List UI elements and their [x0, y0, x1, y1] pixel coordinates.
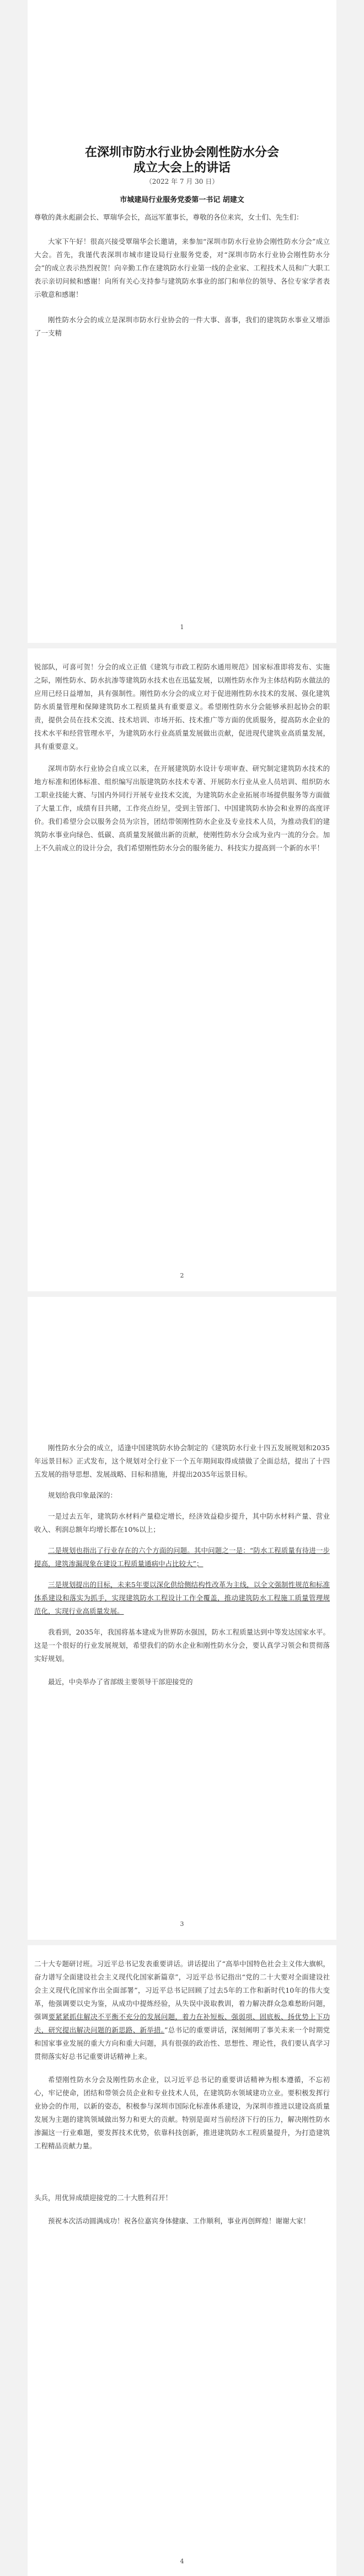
speech-date: （2022 年 7 月 30 日） — [145, 178, 219, 185]
document-page-2 — [28, 648, 336, 1291]
paragraph-congrats: 锐部队，可喜可贺！分会的成立正值《建筑与市政工程防水通用规范》国家标准即将发布、实施之际，刚性防水、防水抗渗等建筑防水技术也在迅猛发展，以刚性防水作为主体结构防水做法的应用已经日益增加，具有强制性。刚性防水分会的成立对于促进刚性防水技术的发展、强化建筑防水质量管理和保障建筑防水工程质量具有重要意义。希望刚性防水分会能够承担起协会的职责，提供会员在技术交流、技术培训、市场开拓、技术推广等方面的优质服务，提高防水企业的技术水平和经营管理水平，为建筑防水行业高质量发展做出贡献，促进现代建筑业高质量发展，具有重要意义。 — [34, 663, 330, 751]
document-page-4 — [28, 1945, 336, 2576]
paragraph-association-work: 深圳市防水行业协会自成立以来，在开展建筑防水设计专项审查、研究制定建筑防水技术的地方标准和团体标准、组织编写出版建筑防水技术专著、开展防水行业从业人员培训、组织防水工职业技能大赛、与国内外同行开展专业技术交流，为建筑防水企业拓展市场提供服务等方面做了大量工作，成绩有目共睹，工作亮点纷呈，受到主管部门、中国建筑防水协会和业界的高度评价。我们希望分会以服务会员为宗旨，团结带领刚性防水企业及专业技术人员，为推动我们的建筑防水事业向绿色、低碳、高质量发展做出新的贡献，使刚性防水分会成为业内一流的分会。加上不久前成立的设计分会，我们希望刚性防水分会的服务能力、科技实力提高到一个新的水平！ — [34, 764, 330, 852]
paragraph-blessing: 预祝本次活动圆满成功！祝各位嘉宾身体健康、工作顺利，事业再创辉煌！谢谢大家！ — [48, 2217, 311, 2225]
page-number-1: 1 — [180, 624, 184, 631]
paragraph-speech-summary — [34, 1957, 330, 2063]
paragraph-plan-impression: 规划给我印象最深的： — [48, 1491, 117, 1499]
title-line-2: 成立大会上的讲话 — [133, 161, 231, 175]
title-line-1: 在深圳市防水行业协会刚性防水分会 — [84, 145, 279, 159]
paragraph-greeting: 大家下午好！很高兴接受覃瑞华会长邀请，来参加“深圳市防水行业协会刚性防水分会”成立大会。首先，我谨代表深圳市城市建设局行业服务党委，对“深圳市防水行业协会刚性防水分会”的成立表示热烈祝贺！向辛勤工作在建筑防水行业第一线的企业家、工程技术人员和广大职工表示亲切问候和感谢！向所有关心支持参与建筑防水事业的部门和单位的领导、各位专家学者表示敬意和感谢！ — [34, 237, 330, 299]
summary-text-b: ”总书记的重要讲话，深刻阐明了事关未来一个时期党和国家事业发展的重大方向和重大问题，具有很强的政治性、思想性、理论性，我们要认真学习贯彻落实好总书记重要讲话精神上来。 — [34, 2026, 330, 2061]
document-page-1 — [28, 0, 336, 643]
paragraph-plan-point-1: 一是过去五年，建筑防水材料产量稳定增长，经济效益稳步提升，其中防水材料产量、营业收入、利润总额年均增长都在10%以上； — [34, 1512, 330, 1534]
summary-text-a: 二十大专题研讨班。习近平总书记发表重要讲话。讲话提出了“高举中国特色社会主义伟大旗帜，奋力谱写全面建设社会主义现代化国家新篇章”，习近平总书记指出“党的二十大要对全面建设社会主义现代化国家作出全面部署”，习近平总书记回顾了过去5年的工作和新时代10年的伟大变革，他强调要以史为鉴，从成功中提炼经验，从失误中汲取教训，着力解决群众急难愁盼问题，强调 — [34, 1960, 330, 2021]
page-number-3: 3 — [180, 1920, 184, 1928]
page-number-2: 2 — [180, 1272, 184, 1279]
page-number-4: 4 — [180, 2558, 184, 2565]
paragraph-central-study: 最近，中央举办了省部级主要领导干部迎接党的 — [48, 1678, 193, 1686]
paragraph-closing-line: 头兵，用优异成绩迎接党的二十大胜利召开！ — [34, 2194, 173, 2202]
paragraph-plan-point-3: 三是规划提出的目标，未来5年要以深化供给侧结构性改革为主线，以全文强制性规范和标准体系建设和落实为抓手，实现建筑防水工程设计工作全覆盖，推动建筑防水工程施工质量管理规范化，实现行业高质量发展。 — [34, 1580, 330, 1615]
speaker-line: 市城建局行业服务党委第一书记 胡建文 — [120, 196, 244, 204]
paragraph-plan-2035: 我看到，2035年，我国将基本建成为世界防水强国，防水工程质量达到中等发达国家水平。这是一个很好的行业发展规划，希望我们的防水企业和刚性防水分会，要认真学习领会和贯彻落实好规划。 — [34, 1628, 330, 1663]
document-title — [34, 145, 330, 175]
salutation: 尊敬的龚永彪副会长、覃瑞华会长，高远军董事长，尊敬的各位来宾，女士们、先生们： — [34, 213, 303, 221]
paragraph-plan-intro: 刚性防水分会的成立，适逢中国建筑防水协会制定的《建筑防水行业十四五发展规划和2035年远景目标》正式发布，这个规划对全行业下一个五年期间取得成绩做了全面总结，提出了十四五发展的指导思想、发展战略、目标和措施，并提出2035年远景目标。 — [34, 1444, 330, 1478]
paragraph-significance: 刚性防水分会的成立是深圳市防水行业协会的一件大事、喜事，我们的建筑防水事业又增添了一支精 — [34, 316, 330, 337]
paragraph-plan-point-2: 二是规划也指出了行业存在的六个方面的问题。其中问题之一是：“防水工程质量有待进一步提高，建筑渗漏现象在建设工程质量通病中占比较大”； — [34, 1546, 330, 1568]
paragraph-hopes: 希望刚性防水分会及刚性防水企业，以习近平总书记的重要讲话精神为根本遵循，不忘初心，牢记使命，团结和带领会员企业和专业技术人员，在建筑防水领域建功立业。要积极发挥行业协会的作用，以新的姿态，积极参与深圳市国际化标准体系建设，为深圳市推进以建设高质量发展为主题的建筑领域做出努力和更大的贡献。特别是面对当前经济下行的压力，解决刚性防水渗漏这一行业难题，要发挥技术优势，依靠科技创新，推进建筑防水工程质量提升，为打造建筑工程精品贡献力量。 — [34, 2075, 330, 2150]
summary-text-underlined: 要紧紧抓住解决不平衡不充分的发展问题，着力在补短板、强弱项、固底板、扬优势上下功夫，研究提出解决问题的新思路、新举措。 — [34, 2013, 330, 2034]
document-page-3 — [28, 1297, 336, 1940]
